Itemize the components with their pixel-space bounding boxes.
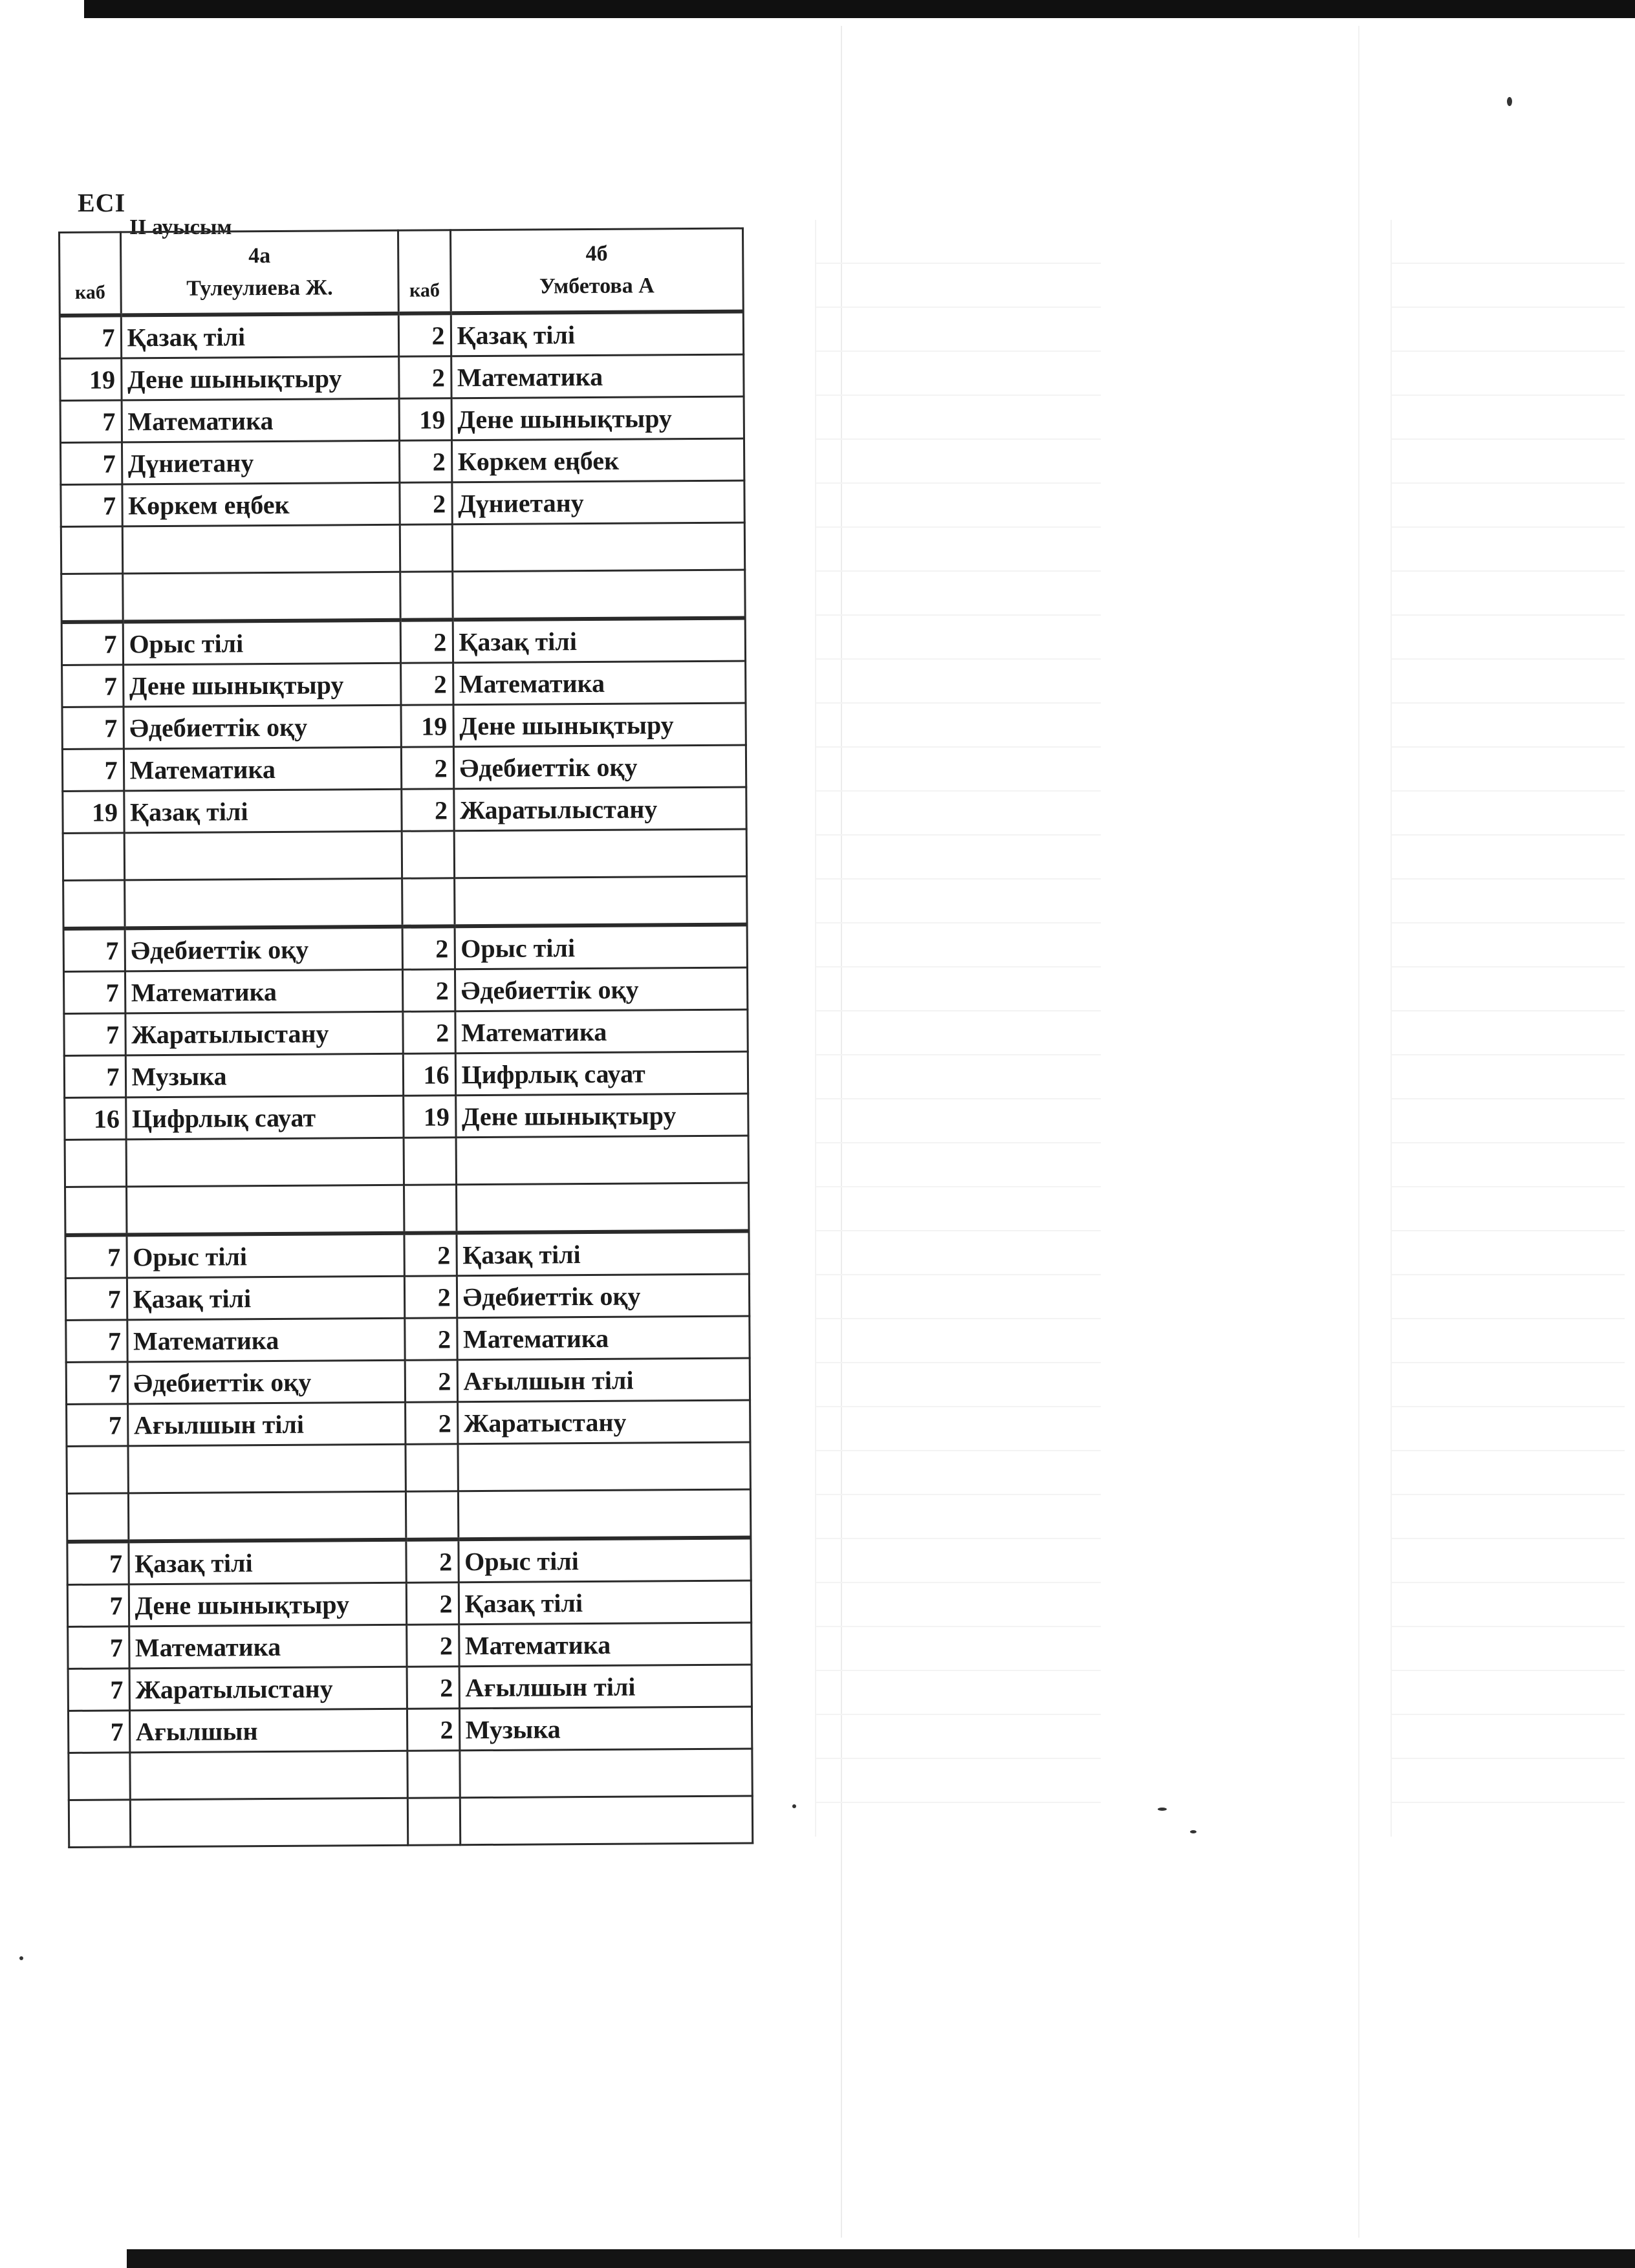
table-row	[60, 438, 744, 484]
cell-room-4b: 2	[403, 1011, 455, 1053]
cell-room-left: 7	[63, 971, 125, 1014]
empty-row	[65, 1183, 749, 1235]
empty-cell	[124, 831, 402, 880]
cell-room-left: 19	[63, 791, 124, 834]
header-class-4a	[120, 230, 399, 315]
table-row	[66, 1316, 750, 1362]
scan-speck	[792, 1804, 796, 1808]
table-row	[63, 967, 747, 1013]
schedule-sheet	[58, 228, 753, 1822]
table-header-row	[60, 228, 744, 316]
cell-subject-4a: Әдебиеттік оқу	[127, 1360, 406, 1404]
table-row	[68, 1707, 752, 1753]
cell-room-left: 7	[68, 1711, 129, 1753]
page-title-fragment: ЕСІ	[78, 188, 126, 217]
cell-subject-4b: Жаратылыстану	[453, 787, 746, 831]
cell-subject-4a: Математика	[129, 1625, 407, 1669]
cell-subject-4a: Қазақ тілі	[128, 1540, 406, 1584]
cell-subject-4b: Ағылшын тілі	[459, 1665, 752, 1709]
empty-cell	[406, 1444, 458, 1491]
cell-room-4b: 2	[406, 1360, 458, 1402]
cell-room-4b: 19	[399, 398, 451, 440]
empty-row	[63, 829, 746, 880]
cell-subject-4a: Дене шынықтыру	[121, 356, 399, 400]
cell-room-left: 16	[65, 1097, 126, 1140]
empty-cell	[126, 1185, 404, 1235]
cell-subject-4b: Қазақ тілі	[457, 1231, 750, 1276]
cell-room-left: 7	[60, 315, 121, 358]
bleed-through-table	[815, 220, 1101, 1837]
cell-room-left: 7	[68, 1669, 129, 1711]
empty-cell	[407, 1751, 460, 1798]
cell-room-left: 7	[67, 1404, 128, 1447]
empty-cell	[122, 572, 400, 621]
cell-room-left: 7	[67, 1584, 129, 1627]
empty-row	[61, 523, 744, 574]
cell-subject-4b: Дене шынықтыру	[453, 703, 746, 747]
cell-room-4b: 2	[403, 969, 455, 1011]
cell-room-left: 7	[61, 484, 122, 527]
cell-subject-4a: Ағылшын тілі	[127, 1402, 406, 1446]
cell-room-left: 7	[65, 1278, 127, 1321]
cell-room-4b: 2	[405, 1276, 457, 1318]
cell-subject-4a: Қазақ тілі	[127, 1276, 405, 1320]
cell-subject-4b: Математика	[457, 1316, 750, 1360]
cell-room-left: 7	[63, 928, 125, 971]
cell-room-4b: 2	[406, 1539, 459, 1582]
empty-row	[65, 1136, 748, 1187]
teacher-4b: Умбетова А	[539, 274, 655, 299]
cell-subject-4a: Көркем еңбек	[122, 482, 400, 526]
cell-subject-4a: Музыка	[125, 1053, 404, 1097]
cell-room-4b: 2	[404, 1233, 457, 1276]
table-row	[60, 396, 744, 442]
schedule-table	[58, 228, 753, 1848]
header-room-left: каб	[60, 232, 121, 316]
empty-cell	[452, 570, 745, 620]
cell-room-left: 7	[60, 400, 122, 443]
cell-subject-4b: Жаратыстану	[457, 1400, 750, 1444]
empty-cell	[456, 1136, 749, 1185]
cell-room-4b: 2	[407, 1667, 459, 1709]
empty-cell	[128, 1444, 406, 1493]
cell-subject-4b: Көркем еңбек	[451, 438, 744, 482]
cell-subject-4a: Цифрлық сауат	[125, 1096, 404, 1139]
cell-room-4b: 2	[402, 789, 454, 831]
table-row	[67, 1581, 751, 1626]
cell-room-4b: 2	[406, 1402, 458, 1444]
cell-room-left: 7	[64, 1055, 125, 1098]
table-row	[62, 745, 746, 791]
cell-subject-4b: Цифрлық сауат	[455, 1052, 748, 1096]
cell-subject-4a: Математика	[125, 969, 403, 1013]
scan-speck	[1507, 97, 1512, 106]
cell-subject-4b: Әдебиеттік оқу	[453, 745, 746, 789]
cell-subject-4b: Музыка	[459, 1707, 752, 1751]
cell-room-4b: 2	[407, 1625, 459, 1667]
paper-fold-line-2	[1358, 26, 1359, 2238]
cell-subject-4a: Орыс тілі	[127, 1233, 405, 1278]
empty-cell	[402, 878, 455, 927]
empty-cell	[63, 880, 125, 929]
cell-room-left: 7	[66, 1320, 127, 1363]
cell-room-left: 7	[62, 707, 124, 750]
cell-room-4b: 2	[407, 1709, 460, 1751]
table-row	[62, 703, 746, 749]
cell-room-4b: 2	[402, 747, 454, 789]
table-row	[66, 1358, 750, 1404]
scan-speck	[1158, 1808, 1167, 1811]
cell-subject-4b: Математика	[453, 661, 746, 705]
cell-subject-4a: Математика	[124, 747, 402, 791]
table-row	[65, 1094, 748, 1139]
empty-row	[67, 1489, 750, 1542]
cell-subject-4b: Орыс тілі	[455, 925, 748, 969]
cell-subject-4b: Орыс тілі	[458, 1537, 751, 1582]
empty-cell	[126, 1138, 404, 1187]
cell-room-left: 7	[62, 749, 124, 792]
cell-subject-4b: Әдебиеттік оқу	[457, 1274, 750, 1318]
empty-cell	[454, 876, 747, 926]
scan-edge-bottom	[127, 2249, 1635, 2268]
cell-room-4b: 2	[399, 356, 451, 398]
empty-cell	[65, 1139, 126, 1187]
empty-cell	[122, 524, 400, 574]
cell-subject-4a: Жаратылыстану	[129, 1667, 407, 1711]
cell-room-left: 19	[60, 358, 122, 401]
empty-cell	[128, 1491, 406, 1541]
empty-cell	[61, 526, 122, 574]
empty-row	[69, 1796, 752, 1847]
cell-subject-4a: Дүниетану	[122, 440, 400, 484]
cell-room-4b: 19	[401, 705, 453, 747]
cell-subject-4a: Дене шынықтыру	[123, 663, 401, 707]
empty-cell	[458, 1442, 751, 1491]
cell-room-4b: 2	[401, 620, 453, 663]
cell-subject-4b: Дене шынықтыру	[455, 1094, 748, 1138]
empty-row	[69, 1749, 752, 1800]
table-row	[60, 354, 744, 400]
empty-cell	[406, 1491, 459, 1540]
empty-cell	[129, 1751, 407, 1800]
class-4a-label: 4а	[248, 243, 271, 268]
empty-cell	[454, 829, 747, 878]
cell-room-4b: 2	[399, 313, 451, 356]
table-row	[64, 1052, 748, 1097]
table-row	[63, 787, 746, 833]
cell-room-4b: 2	[405, 1318, 457, 1360]
cell-room-4b: 16	[404, 1053, 456, 1096]
table-row	[60, 312, 743, 359]
table-row	[68, 1665, 752, 1711]
empty-row	[67, 1442, 750, 1493]
table-row	[67, 1400, 750, 1446]
empty-cell	[456, 1183, 749, 1233]
cell-room-left: 7	[62, 665, 124, 707]
table-row	[61, 481, 744, 526]
empty-cell	[404, 1138, 456, 1185]
cell-room-4b: 2	[407, 1582, 459, 1625]
scan-edge-top	[84, 0, 1635, 18]
empty-cell	[402, 831, 455, 878]
cell-subject-4a: Жаратылыстану	[125, 1011, 403, 1055]
table-row	[64, 1010, 748, 1055]
cell-subject-4a: Орыс тілі	[123, 620, 401, 665]
empty-cell	[69, 1753, 130, 1800]
empty-cell	[69, 1800, 130, 1848]
cell-subject-4b: Қазақ тілі	[459, 1581, 752, 1625]
cell-subject-4b: Ағылшын тілі	[457, 1358, 750, 1402]
cell-subject-4b: Математика	[451, 354, 744, 398]
empty-cell	[400, 524, 453, 572]
cell-subject-4a: Қазақ тілі	[121, 314, 399, 358]
cell-room-left: 7	[66, 1362, 127, 1405]
empty-cell	[458, 1489, 751, 1539]
cell-subject-4b: Математика	[459, 1623, 752, 1667]
empty-cell	[460, 1796, 753, 1845]
cell-subject-4a: Әдебиеттік оқу	[125, 927, 403, 971]
table-row	[65, 1231, 749, 1279]
cell-subject-4b: Математика	[455, 1010, 748, 1053]
empty-cell	[404, 1185, 457, 1233]
header-room: каб	[398, 230, 451, 314]
scan-speck	[19, 1956, 23, 1960]
empty-cell	[452, 523, 745, 572]
empty-row	[63, 876, 747, 929]
cell-room-left: 7	[67, 1541, 129, 1584]
empty-cell	[124, 878, 402, 928]
cell-subject-4b: Әдебиеттік оқу	[455, 967, 748, 1011]
empty-cell	[67, 1493, 128, 1542]
shift-label: ІІ ауысым	[129, 215, 232, 239]
cell-room-4b: 2	[402, 926, 455, 969]
cell-room-left: 7	[65, 1235, 127, 1278]
cell-subject-4b: Қазақ тілі	[451, 312, 744, 356]
cell-subject-4a: Қазақ тілі	[124, 789, 402, 833]
empty-cell	[408, 1798, 460, 1845]
empty-cell	[61, 574, 123, 622]
scan-speck	[1190, 1830, 1196, 1833]
cell-subject-4a: Ағылшын	[129, 1709, 407, 1753]
cell-subject-4b: Дене шынықтыру	[451, 396, 744, 440]
table-row	[68, 1623, 752, 1669]
table-row	[61, 618, 745, 665]
teacher-4a: Тулеулиева Ж.	[186, 275, 333, 301]
cell-room-4b: 19	[404, 1096, 456, 1138]
cell-room-left: 7	[64, 1013, 125, 1056]
empty-cell	[67, 1446, 128, 1494]
cell-subject-4a: Әдебиеттік оқу	[124, 705, 402, 749]
cell-room-4b: 2	[400, 482, 452, 524]
table-row	[65, 1274, 749, 1320]
cell-subject-4b: Қазақ тілі	[453, 618, 746, 663]
table-row	[62, 661, 746, 707]
cell-room-left: 7	[60, 442, 122, 485]
class-4b-label: 4б	[585, 241, 608, 266]
cell-subject-4a: Дене шынықтыру	[129, 1582, 407, 1626]
cell-room-left: 7	[61, 621, 123, 665]
empty-row	[61, 570, 745, 622]
table-row	[67, 1537, 751, 1584]
table-row	[63, 925, 747, 972]
empty-cell	[63, 833, 124, 881]
empty-cell	[130, 1798, 408, 1847]
empty-cell	[65, 1187, 127, 1235]
header-class-4b	[450, 228, 743, 313]
empty-cell	[400, 572, 453, 620]
cell-subject-4a: Математика	[122, 398, 400, 442]
cell-subject-4a: Математика	[127, 1318, 405, 1362]
bleed-through-table-right	[1391, 220, 1625, 1837]
cell-room-4b: 2	[400, 440, 452, 482]
cell-room-4b: 2	[401, 663, 453, 705]
cell-subject-4b: Дүниетану	[451, 481, 744, 524]
empty-cell	[459, 1749, 752, 1798]
cell-room-left: 7	[68, 1626, 129, 1669]
